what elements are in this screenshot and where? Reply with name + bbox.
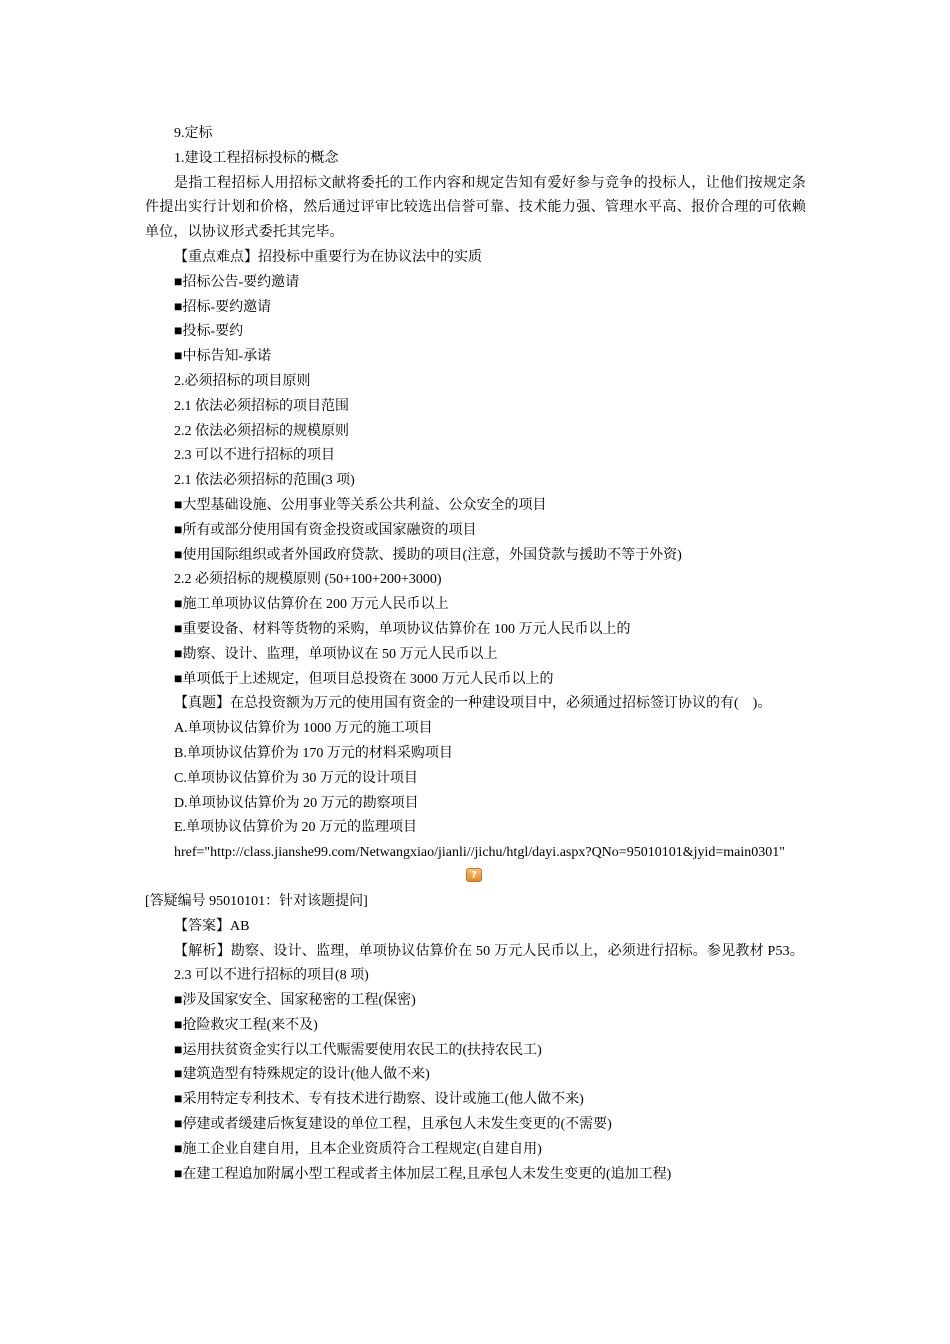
answer-option-a: A.单项协议估算价为 1000 万元的施工项目 xyxy=(174,721,433,737)
analysis-paragraph: 【解析】勘察、设计、监理，单项协议估算价在 50 万元人民币以上，必须进行招标。参见教材 P53。 xyxy=(174,943,805,959)
href-text: href="http://class.jianshe99.com/Netwangxiao/jianli//jichu/htgl/dayi.aspx?QNo=95010101&jyid=main0301" xyxy=(174,845,785,861)
bullet-item: ■中标告知-承诺 xyxy=(174,349,272,365)
bullet-item: ■施工单项协议估算价在 200 万元人民币以上 xyxy=(174,597,449,613)
bullet-item: ■在建工程追加附属小型工程或者主体加层工程,且承包人未发生变更的(追加工程) xyxy=(174,1166,672,1182)
question-help-icon[interactable]: ? xyxy=(466,868,482,882)
subsection-item: 2.2 依法必须招标的规模原则 xyxy=(174,423,349,439)
answer-option-e: E.单项协议估算价为 20 万元的监理项目 xyxy=(174,820,418,836)
answer-option-d: D.单项协议估算价为 20 万元的勘察项目 xyxy=(174,795,419,811)
bullet-item: ■勘察、设计、监理，单项协议在 50 万元人民币以上 xyxy=(174,646,498,662)
answer-line: 【答案】AB xyxy=(174,918,250,934)
bullet-item: ■大型基础设施、公用事业等关系公共利益、公众安全的项目 xyxy=(174,497,547,513)
document-page xyxy=(0,122,950,1187)
bullet-item: ■招标公告-要约邀请 xyxy=(174,274,300,290)
bullet-item: ■涉及国家安全、国家秘密的工程(保密) xyxy=(174,993,416,1009)
subsection-item: 2.1 依法必须招标的项目范围 xyxy=(174,398,349,414)
bullet-item: ■抢险救灾工程(来不及) xyxy=(174,1017,318,1033)
qa-reference[interactable]: [答疑编号 95010101：针对该题提问] xyxy=(145,893,368,909)
subsection-heading-2-1: 2.1 依法必须招标的范围(3 项) xyxy=(174,473,355,489)
concept-paragraph: 是指工程招标人用招标文献将委托的工作内容和规定告知有爱好参与竞争的投标人，让他们按规定条件提出实行计划和价格，然后通过评审比较选出信誉可靠、技术能力强、管理水平高、报价合理的可依赖单位，以协议形式委托其完毕。 xyxy=(145,175,806,241)
section-heading-2: 2.必须招标的项目原则 xyxy=(174,373,311,389)
bullet-item: ■施工企业自建自用，且本企业资质符合工程规定(自建自用) xyxy=(174,1141,542,1157)
subsection-heading-2-3: 2.3 可以不进行招标的项目(8 项) xyxy=(174,968,369,984)
bullet-item: ■停建或者缓建后恢复建设的单位工程，且承包人未发生变更的(不需要) xyxy=(174,1117,612,1133)
answer-option-b: B.单项协议估算价为 170 万元的材料采购项目 xyxy=(174,745,453,761)
section-heading-1: 1.建设工程招标投标的概念 xyxy=(174,150,339,166)
bullet-item: ■采用特定专利技术、专有技术进行勘察、设计或施工(他人做不来) xyxy=(174,1092,584,1108)
bullet-item: ■单项低于上述规定，但项目总投资在 3000 万元人民币以上的 xyxy=(174,671,554,687)
answer-option-c: C.单项协议估算价为 30 万元的设计项目 xyxy=(174,770,418,786)
bullet-item: ■使用国际组织或者外国政府贷款、援助的项目(注意，外国贷款与援助不等于外资) xyxy=(174,547,682,563)
bullet-item: ■重要设备、材料等货物的采购，单项协议估算价在 100 万元人民币以上的 xyxy=(174,621,631,637)
section-heading-9: 9.定标 xyxy=(174,126,213,141)
subsection-heading-2-2: 2.2 必须招标的规模原则 (50+100+200+3000) xyxy=(174,572,442,588)
bullet-item: ■建筑造型有特殊规定的设计(他人做不来) xyxy=(174,1067,430,1083)
bullet-item: ■招标-要约邀请 xyxy=(174,299,272,315)
exam-question: 【真题】在总投资额为万元的使用国有资金的一种建设项目中，必须通过招标签订协议的有( )。 xyxy=(174,696,772,712)
key-point-heading: 【重点难点】招投标中重要行为在协议法中的实质 xyxy=(174,249,482,265)
subsection-item: 2.3 可以不进行招标的项目 xyxy=(174,448,335,464)
bullet-item: ■所有或部分使用国有资金投资或国家融资的项目 xyxy=(174,522,477,538)
bullet-item: ■投标-要约 xyxy=(174,324,244,340)
help-icon-row xyxy=(0,866,950,890)
bullet-item: ■运用扶贫资金实行以工代赈需要使用农民工的(扶持农民工) xyxy=(174,1042,542,1058)
